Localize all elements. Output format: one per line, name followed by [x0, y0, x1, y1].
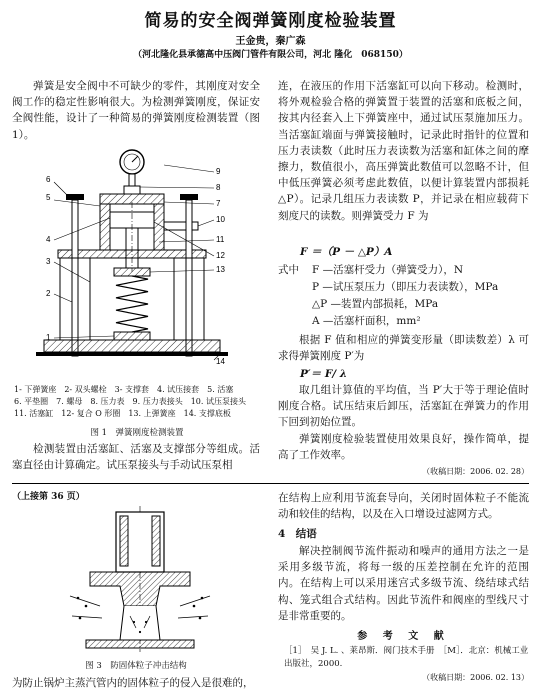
- right-paragraph-2: 根据 F 值和相应的弹簧变形量（即读数差）λ 可求得弹簧刚度 P′为: [278, 334, 529, 363]
- bottom-left-text: 为防止锅炉主蒸汽管内的固体粒子的侵入是很难的，: [12, 677, 254, 689]
- left-paragraph-2: 检测装置由活塞缸、活塞及支撑部分等组成。活塞直径由计算确定。试压泵接头与手动试压泵相: [12, 443, 260, 472]
- legend-line: 6. 平垫圈 7. 螺母 8. 压力表 9. 压力表接头 10. 试压泵接头: [14, 397, 246, 406]
- conclusion-paragraph: 解决控制阀节流件振动和噪声的通用方法之一是采用多级节流，将每一级的压差控制在允许的范围内。在结构上可以采用迷宫式多级节流、绕结球式结构、笼式组合式结构。因此节流件和阀座的型线尺寸是非常重要的。: [278, 545, 529, 622]
- figure-3-title: 图 3 防固体粒子冲击结构: [85, 661, 187, 671]
- authors: 王金贵，秦广森: [235, 36, 306, 47]
- affiliation: （河北隆化县承德高中压阀门管件有限公司，河北 隆化 068150）: [133, 50, 408, 60]
- part-label: 4: [46, 235, 51, 244]
- right-paragraph-4: 弹簧刚度检验装置使用效果良好，操作简单，提高了工作效率。: [278, 433, 529, 462]
- part-label: 8: [216, 183, 221, 192]
- part-label: 1: [46, 333, 51, 342]
- part-label: 10: [216, 215, 225, 224]
- figure-1-legend: [14, 384, 260, 420]
- right-paragraph-3: 取几组计算值的平均值，当 P′大于等于理论值时刚度合格。试压结束后卸压，活塞缸在弹簧力的作用下回到初始位置。: [278, 384, 529, 429]
- defs-intro: 式中: [278, 264, 299, 276]
- received-date-2: （收稿日期：2006. 02. 13）: [422, 673, 529, 682]
- references-heading: 参 考 文 献: [357, 631, 450, 642]
- figure-1-title: 图 1 弹簧刚度检测装置: [90, 428, 184, 438]
- definition-row: P —试压泵压力（即压力表读数），MPa: [312, 281, 499, 293]
- formula-stiffness: P′＝ F/ λ: [300, 368, 348, 380]
- right-paragraph-1: 连，在液压的作用下活塞缸可以向下移动。检测时，将外观检验合格的弹簧置于装置的活塞和底板之间，按其内径套入上下弹簧座中，通过试压泵施加压力。当活塞缸端面与弹簧接触时，记录此时指针的位置和压力表读数（此时压力表读数为活塞和缸体之间的摩擦力，数值很小，高压弹簧此数值可以忽略不计，但中低压弹簧必须考虑此数值，以便计算装置内部损耗 △P）。记录几组压力表读数 P，并记录在相应载荷下刻度尺的读数。则弹簧受力 F 为: [278, 80, 529, 222]
- legend-line: 11. 活塞缸 12- 复合 O 形圈 13. 上弹簧座 14. 支撑底板: [14, 409, 231, 418]
- intro-paragraph: 弹簧是安全阀中不可缺少的零件，其刚度对安全阀工作的稳定性影响很大。为检测弹簧刚度，保证安全阀性能，设计了一种简易的弹簧刚度检测装置（图 1）。: [12, 80, 260, 141]
- continued-note: （上接第 36 页）: [12, 492, 85, 502]
- article-title: 简易的安全阀弹簧刚度检验装置: [144, 11, 397, 31]
- part-label: 11: [216, 235, 225, 244]
- formula-force: F ＝（P － △P）A: [300, 246, 393, 258]
- figure-1-drawing: [14, 142, 258, 378]
- reference-1: ［1］ 吴 J. L. 、莱昂斯．阀门技术手册 ［M］．北京：机械工业出版社，2000.: [284, 646, 529, 669]
- part-label: 14: [216, 357, 225, 366]
- part-label: 5: [46, 193, 51, 202]
- received-date-1: （收稿日期：2006. 02. 28）: [422, 467, 529, 476]
- part-label: 12: [216, 251, 225, 260]
- part-label: 2: [46, 289, 51, 298]
- part-label: 3: [46, 257, 51, 266]
- variable-definitions: [312, 262, 498, 330]
- definition-row: △P —装置内部损耗，MPa: [312, 298, 439, 310]
- definition-row: A —活塞杆面积，mm²: [312, 315, 421, 327]
- part-label: 9: [216, 167, 221, 176]
- legend-line: 1- 下弹簧座 2- 双头螺栓 3- 支撑套 4. 试压接套 5. 活塞: [14, 385, 234, 394]
- spring-coil: [116, 276, 148, 332]
- part-label: 7: [216, 199, 221, 208]
- part-label: 13: [216, 265, 225, 274]
- definition-row: F —活塞杆受力（弹簧受力），N: [312, 264, 464, 276]
- bottom-right-paragraph: 在结构上应利用节流套导向，关闭时固体粒子不能流动和较佳的结构，以及在入口增设过滤网方式。: [278, 492, 529, 521]
- section-heading-conclusion: 4 结语: [278, 528, 317, 540]
- figure-3-drawing: [60, 506, 220, 654]
- section-divider: [12, 483, 529, 484]
- part-label: 6: [46, 175, 51, 184]
